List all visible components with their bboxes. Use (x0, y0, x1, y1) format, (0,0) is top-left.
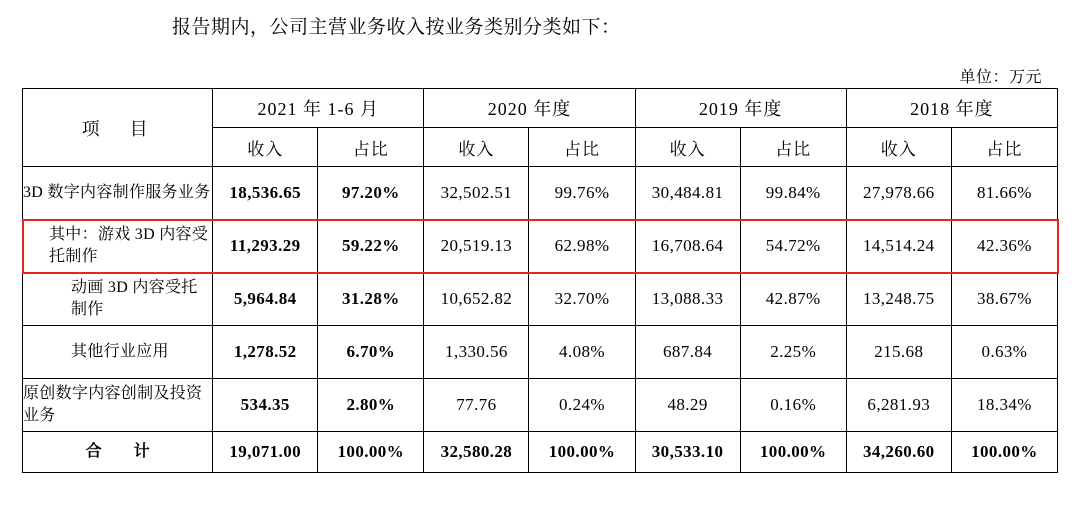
table-row (23, 167, 1058, 220)
cell-value: 687.84 (635, 326, 740, 379)
row-label: 其他行业应用 (23, 326, 213, 379)
table-total-row (23, 432, 1058, 473)
header-period-2020: 2020 年度 (424, 89, 635, 128)
cell-value: 32,502.51 (424, 167, 529, 220)
cell-value: 54.72% (740, 220, 846, 273)
cell-value: 42.87% (740, 273, 846, 326)
cell-value: 5,964.84 (213, 273, 318, 326)
cell-value: 1,278.52 (213, 326, 318, 379)
table-header-row-periods (23, 89, 1058, 128)
revenue-by-business-table (22, 88, 1058, 473)
cell-value: 13,248.75 (846, 273, 951, 326)
cell-value: 30,533.10 (635, 432, 740, 473)
cell-value: 2.80% (318, 379, 424, 432)
header-sub-revenue-2021h1: 收入 (213, 128, 318, 167)
cell-value: 100.00% (529, 432, 635, 473)
cell-value: 32.70% (529, 273, 635, 326)
cell-value: 16,708.64 (635, 220, 740, 273)
cell-value: 100.00% (740, 432, 846, 473)
cell-value: 14,514.24 (846, 220, 951, 273)
header-period-2019: 2019 年度 (635, 89, 846, 128)
cell-value: 0.16% (740, 379, 846, 432)
cell-value: 215.68 (846, 326, 951, 379)
cell-value: 48.29 (635, 379, 740, 432)
cell-value: 6,281.93 (846, 379, 951, 432)
cell-value: 100.00% (318, 432, 424, 473)
cell-value: 77.76 (424, 379, 529, 432)
cell-value: 19,071.00 (213, 432, 318, 473)
row-label: 动画 3D 内容受托制作 (23, 273, 213, 326)
header-sub-share-2019: 占比 (740, 128, 846, 167)
cell-value: 31.28% (318, 273, 424, 326)
table-row-highlighted (23, 220, 1058, 273)
table-row (23, 273, 1058, 326)
cell-value: 0.63% (951, 326, 1057, 379)
cell-value: 6.70% (318, 326, 424, 379)
row-label: 原创数字内容创制及投资业务 (23, 379, 213, 432)
header-sub-revenue-2019: 收入 (635, 128, 740, 167)
header-sub-share-2018: 占比 (951, 128, 1057, 167)
cell-value: 27,978.66 (846, 167, 951, 220)
cell-value: 30,484.81 (635, 167, 740, 220)
revenue-table-container (22, 88, 1058, 473)
header-sub-revenue-2018: 收入 (846, 128, 951, 167)
cell-value: 13,088.33 (635, 273, 740, 326)
header-sub-revenue-2020: 收入 (424, 128, 529, 167)
cell-value: 38.67% (951, 273, 1057, 326)
cell-value: 4.08% (529, 326, 635, 379)
header-sub-share-2020: 占比 (529, 128, 635, 167)
header-period-2021h1: 2021 年 1-6 月 (213, 89, 424, 128)
header-sub-share-2021h1: 占比 (318, 128, 424, 167)
cell-value: 62.98% (529, 220, 635, 273)
cell-value: 42.36% (951, 220, 1057, 273)
row-label: 其中：游戏 3D 内容受托制作 (23, 220, 213, 273)
cell-value: 99.76% (529, 167, 635, 220)
header-item: 项 目 (23, 89, 213, 167)
table-row (23, 326, 1058, 379)
cell-value: 18,536.65 (213, 167, 318, 220)
cell-value: 10,652.82 (424, 273, 529, 326)
header-period-2018: 2018 年度 (846, 89, 1057, 128)
unit-note: 单位：万元 (959, 69, 1042, 86)
cell-value: 32,580.28 (424, 432, 529, 473)
cell-value: 97.20% (318, 167, 424, 220)
cell-value: 534.35 (213, 379, 318, 432)
row-label: 3D 数字内容制作服务业务 (23, 167, 213, 220)
cell-value: 81.66% (951, 167, 1057, 220)
intro-paragraph: 报告期内，公司主营业务收入按业务类别分类如下： (172, 17, 621, 38)
cell-value: 2.25% (740, 326, 846, 379)
cell-value: 59.22% (318, 220, 424, 273)
cell-value: 20,519.13 (424, 220, 529, 273)
table-row (23, 379, 1058, 432)
cell-value: 1,330.56 (424, 326, 529, 379)
row-label-total: 合 计 (23, 432, 213, 473)
cell-value: 0.24% (529, 379, 635, 432)
cell-value: 100.00% (951, 432, 1057, 473)
cell-value: 34,260.60 (846, 432, 951, 473)
cell-value: 11,293.29 (213, 220, 318, 273)
cell-value: 99.84% (740, 167, 846, 220)
cell-value: 18.34% (951, 379, 1057, 432)
